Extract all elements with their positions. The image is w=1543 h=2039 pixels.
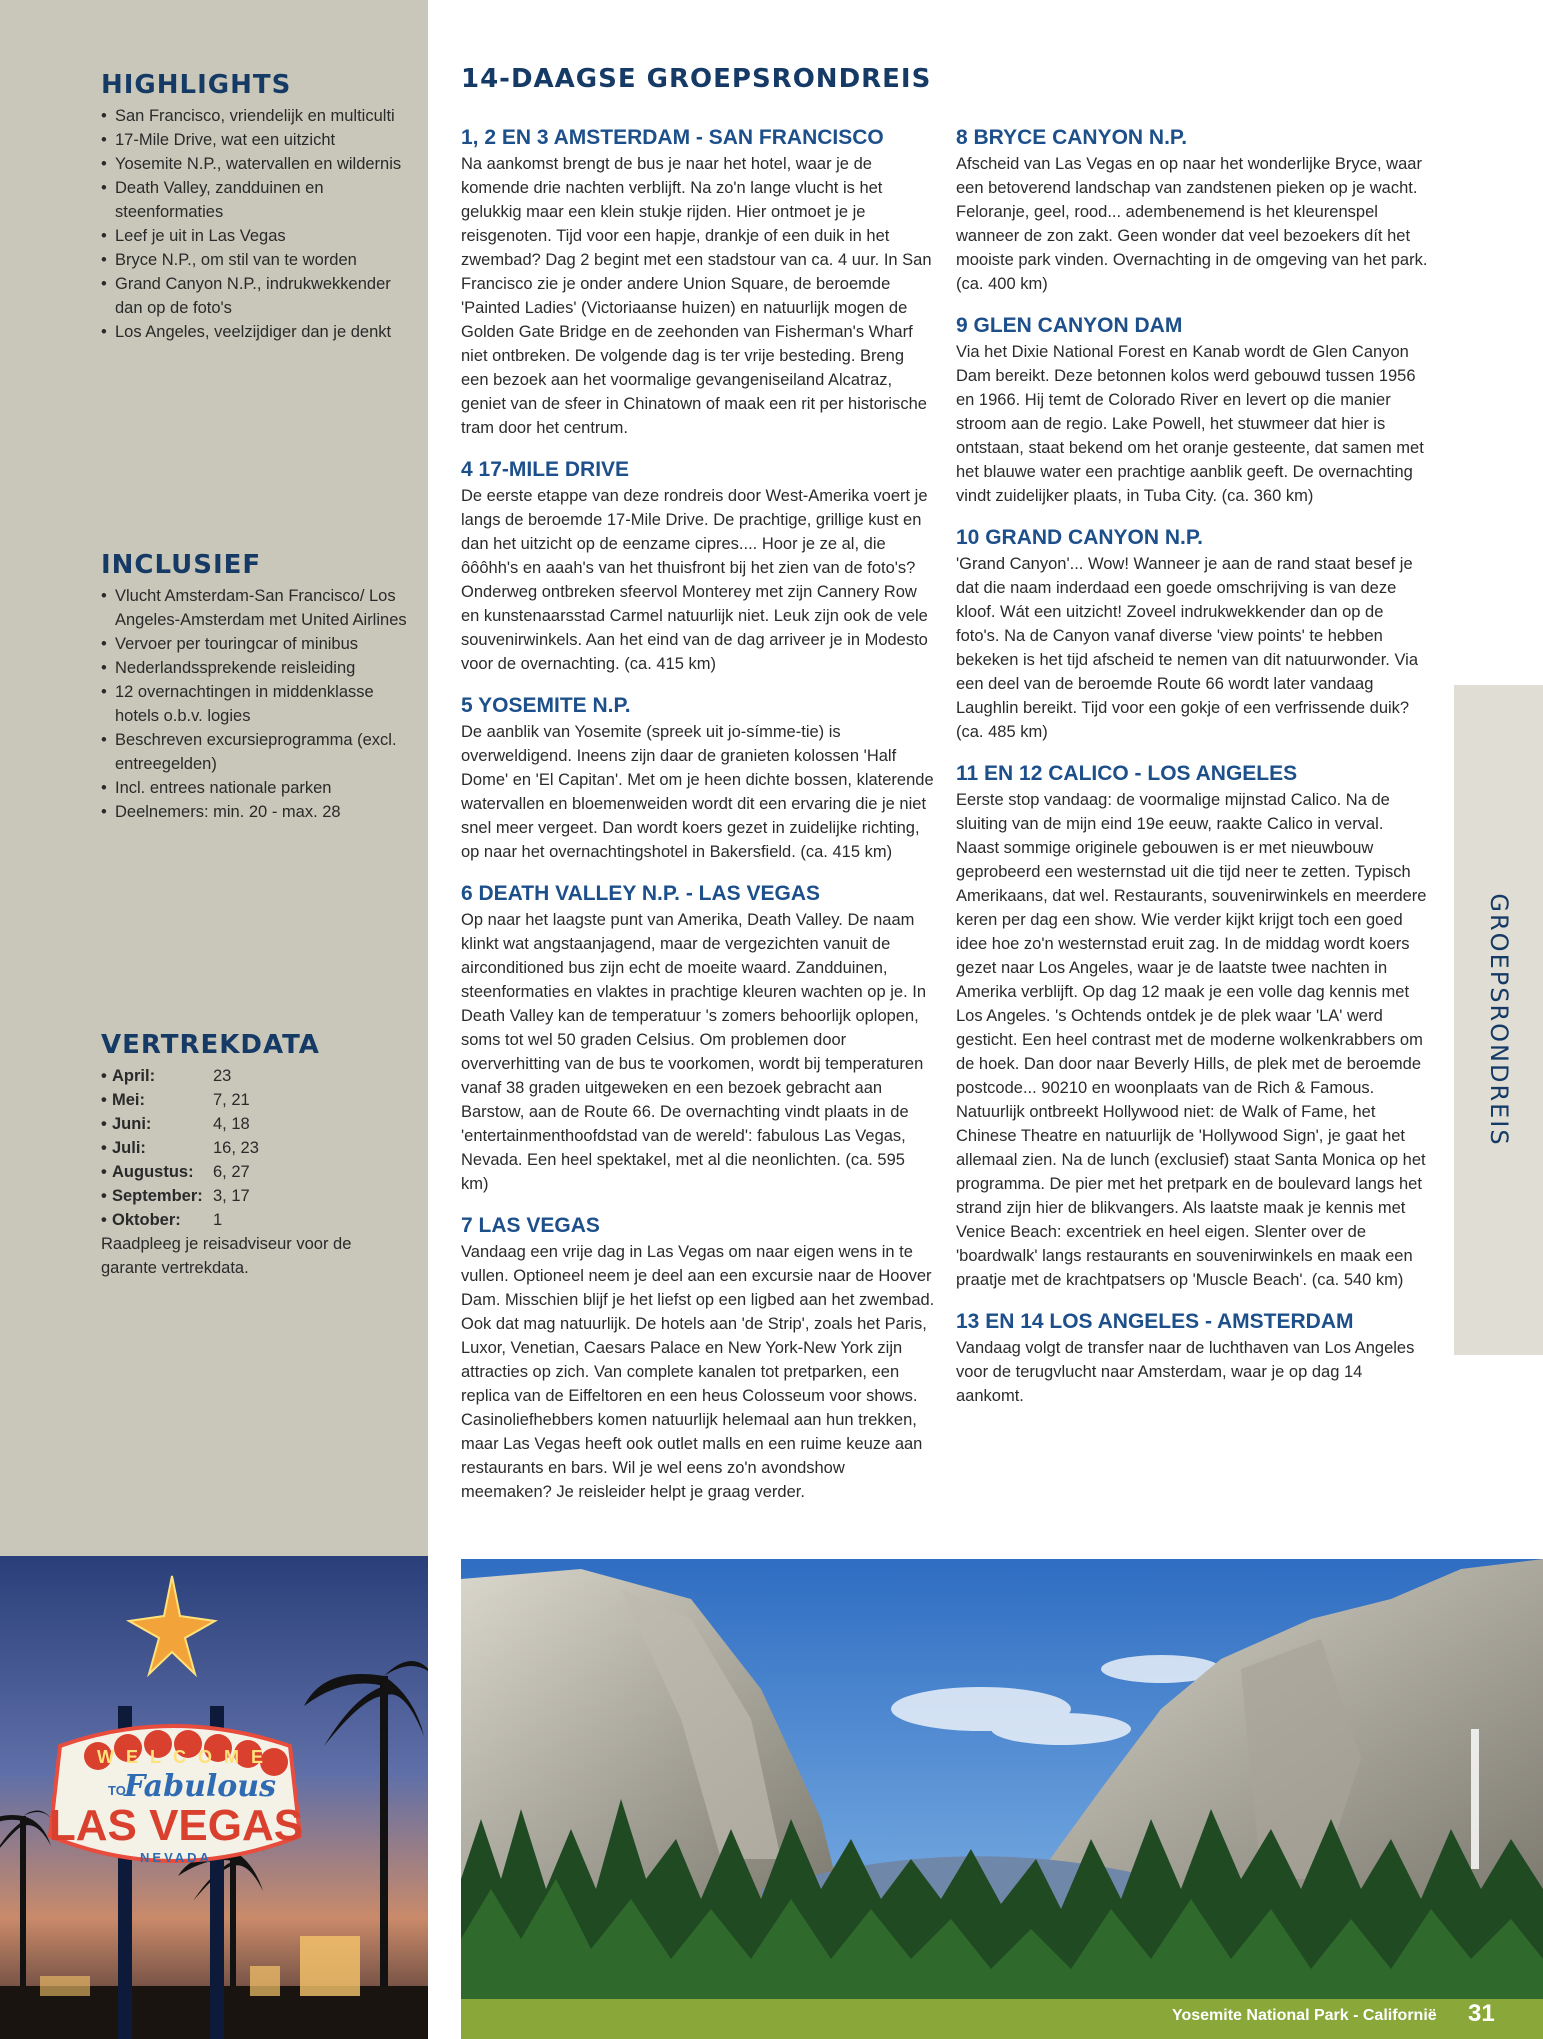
inclusief-item: • Deelnemers: min. 20 - max. 28 <box>101 800 411 824</box>
highlight-item: • 17-Mile Drive, wat een uitzicht <box>101 128 411 152</box>
side-tab-label: GROEPSRONDREIS <box>1484 893 1513 1147</box>
vertrekdata-section <box>101 1030 411 1280</box>
highlight-item: • Grand Canyon N.P., indrukwekkender dan op de foto's <box>101 272 411 320</box>
itinerary-day <box>461 456 935 676</box>
day-text: Vandaag volgt de transfer naar de luchthaven van Los Angeles voor de terugvlucht naar Amsterdam, waar je op dag 14 aankomt. <box>956 1339 1415 1405</box>
day-heading: 9 GLEN CANYON DAM <box>956 314 1183 337</box>
date-days: 3, 17 <box>213 1187 250 1205</box>
date-month: • April: <box>101 1064 213 1088</box>
itinerary-day <box>956 124 1430 296</box>
date-row <box>101 1208 411 1232</box>
sign-las-vegas: LAS VEGAS <box>48 1801 304 1850</box>
day-heading: 10 GRAND CANYON N.P. <box>956 526 1203 549</box>
highlights-section <box>101 70 411 344</box>
date-row <box>101 1064 411 1088</box>
sign-fabulous: Fabulous <box>124 1769 276 1804</box>
day-heading: 1, 2 EN 3 AMSTERDAM - SAN FRANCISCO <box>461 126 884 149</box>
inclusief-item: • 12 overnachtingen in middenklasse hotels o.b.v. logies <box>101 680 411 728</box>
day-heading: 6 DEATH VALLEY N.P. - LAS VEGAS <box>461 882 821 905</box>
itinerary-day <box>461 124 935 440</box>
day-heading: 7 LAS VEGAS <box>461 1214 600 1237</box>
highlights-heading: HIGHLIGHTS <box>101 70 292 100</box>
day-text: Afscheid van Las Vegas en op naar het wonderlijke Bryce, waar een betoverend landschap van zandstenen pieken op je wacht. Feloranje, geel, rood... adembenemend is het kleurenspel wanneer de zon zakt. Geen wonder dat veel bezoekers dít het mooiste park vinden. Overnachting in de omgeving van het park. (ca. 400 km) <box>956 155 1428 293</box>
date-days: 4, 18 <box>213 1115 250 1133</box>
day-text: 'Grand Canyon'... Wow! Wanneer je aan de rand staat besef je dat die naam inderdaad een goede omschrijving is van deze kloof. Wát een uitzicht! Zoveel indrukwekkender dan op de foto's. Na de Canyon vanaf diverse 'view points' te hebben bekeken is het tijd afscheid te nemen van dit natuurwonder. Via een deel van de beroemde Route 66 wordt later vandaag Laughlin bereikt. Tijd voor een gokje of een verfrissende duik? (ca. 485 km) <box>956 555 1418 741</box>
day-heading: 13 EN 14 LOS ANGELES - AMSTERDAM <box>956 1310 1354 1333</box>
date-row <box>101 1136 411 1160</box>
itinerary-day <box>956 312 1430 508</box>
inclusief-item: • Nederlandssprekende reisleiding <box>101 656 411 680</box>
date-days: 6, 27 <box>213 1163 250 1181</box>
yosemite-landscape-illustration <box>461 1559 1543 2039</box>
date-row <box>101 1112 411 1136</box>
day-text: Eerste stop vandaag: de voormalige mijnstad Calico. Na de sluiting van de mijn eind 19e eeuw, raakte Calico in verval. Naast sommige originele gebouwen is er met nieuwbouw geprobeerd een westernstad uit die tijd neer te zetten. Typisch Amerikaans, dat wel. Restaurants, souvenirwinkels en meerdere keren per dag een show. Wie verder kijkt krijgt toch een goed idee hoe zo'n westernstad eruit zag. In de middag wordt koers gezet naar Los Angeles, waar je de laatste twee nachten in Amerika verblijft. Op dag 12 maak je een volle dag kennis met Los Angeles. 's Ochtends ontdek je de plek waar 'LA' werd gesticht. Een heel contrast met de moderne wolkenkrabbers om de hoek. Dan door naar Beverly Hills, de plek met de beroemde postcode... 90210 en woonplaats van de Rich & Famous. Natuurlijk ontbreekt Hollywood niet: de Walk of Fame, het Chinese Theatre en natuurlijk de 'Hollywood Sign', je gaat het allemaal zien. Na de lunch (exclusief) staat Santa Monica op het programma. De pier met het pretpark en de boulevard langs het strand zijn hier de blikvangers. Als laatste maak je kennis met Venice Beach: excentriek en heel eigen. Slenter over de 'boardwalk' langs restaurants en souvenirwinkels en maak een praatje met de krachtpatsers op 'Muscle Beach'. (ca. 540 km) <box>956 791 1427 1289</box>
inclusief-section <box>101 550 411 824</box>
las-vegas-sign-illustration <box>0 1556 428 2039</box>
inclusief-item: • Vlucht Amsterdam-San Francisco/ Los Angeles-Amsterdam met United Airlines <box>101 584 411 632</box>
date-row <box>101 1160 411 1184</box>
day-text: Op naar het laagste punt van Amerika, Death Valley. De naam klinkt wat angstaanjagend, maar de vergezichten vanuit de airconditioned bus zijn echt de moeite waard. Zandduinen, steenformaties en vlaktes in prachtige kleuren wachten op je. In Death Valley kan de temperatuur 's zomers behoorlijk oplopen, soms tot wel 50 graden Celsius. Om problemen door oververhitting van de bus te voorkomen, wordt bij temperaturen vanaf 38 graden uitgeweken en een bezoek gebracht aan Barstow, aan de Route 66. De overnachting vindt plaats in de 'entertainmenthoofdstad van de wereld': fabulous Las Vegas, Nevada. Een heel spektakel, met al die neonlichten. (ca. 595 km) <box>461 911 927 1193</box>
itinerary-day <box>461 880 935 1196</box>
date-month: • Augustus: <box>101 1160 213 1184</box>
sign-to: TO <box>108 1783 126 1798</box>
vertrekdata-heading: VERTREKDATA <box>101 1030 320 1060</box>
date-days: 7, 21 <box>213 1091 250 1109</box>
itinerary-day <box>461 692 935 864</box>
date-month: • Juli: <box>101 1136 213 1160</box>
inclusief-item: • Beschreven excursieprogramma (excl. entreegelden) <box>101 728 411 776</box>
date-month: • Mei: <box>101 1088 213 1112</box>
page-number: 31 <box>1468 2000 1495 2027</box>
highlight-item: • Leef je uit in Las Vegas <box>101 224 411 248</box>
day-text: De eerste etappe van deze rondreis door West-Amerika voert je langs de beroemde 17-Mile Drive. De prachtige, grillige kust en dan het uitzicht op de eenzame cipres.... Hoor je ze al, die ôôôhh's en aaah's van het thuisfront bij het zien van de foto's? Onderweg ontbreken sfeervol Monterey met zijn Cannery Row en kunstenaarsstad Carmel natuurlijk niet. Leuk zijn ook de vele souvenirwinkels. Aan het eind van de dag arriveer je in Modesto voor de overnachting. (ca. 415 km) <box>461 487 928 673</box>
departure-dates-table <box>101 1064 411 1232</box>
photo-caption: Yosemite National Park - Californië <box>1172 2007 1437 2024</box>
date-row <box>101 1184 411 1208</box>
inclusief-heading: INCLUSIEF <box>101 550 262 580</box>
day-text: De aanblik van Yosemite (spreek uit jo-símme-tie) is overweldigend. Ineens zijn daar de granieten kolossen 'Half Dome' en 'El Capitan'. Met om je heen dichte bossen, klaterende watervallen en bloemenweiden wordt dit een ervaring die je niet snel meer vergeet. Dan wordt koers gezet in zuidelijke richting, op naar het overnachtingshotel in Bakersfield. (ca. 415 km) <box>461 723 934 861</box>
sign-welcome: WELCOME <box>97 1747 275 1767</box>
yosemite-photo <box>461 1559 1543 2039</box>
highlight-item: • Los Angeles, veelzijdiger dan je denkt <box>101 320 411 344</box>
inclusief-list <box>101 584 411 824</box>
itinerary-day <box>461 1212 935 1504</box>
highlight-item: • San Francisco, vriendelijk en multiculti <box>101 104 411 128</box>
highlight-item: • Bryce N.P., om stil van te worden <box>101 248 411 272</box>
itinerary-column-left <box>461 124 935 1520</box>
date-days: 1 <box>213 1211 223 1229</box>
day-text: Vandaag een vrije dag in Las Vegas om naar eigen wens in te vullen. Optioneel neem je deel aan een excursie naar de Hoover Dam. Misschien blijf je het liefst op een ligbed aan het zwembad. Ook dat mag natuurlijk. De hotels aan 'de Strip', zoals het Paris, Luxor, Venetian, Caesars Palace en New York-New York zijn attracties op zich. Van complete kanalen tot pretparken, een replica van de Eiffeltoren en een heus Colosseum voor shows. Casinoliefhebbers komen natuurlijk helemaal aan hun trekken, maar Las Vegas heeft ook outlet malls en een ruime keuze aan restaurants en bars. Wil je wel eens zo'n avondshow meemaken? Je reisleider helpt je graag verder. <box>461 1243 935 1501</box>
sidebar <box>0 0 428 1556</box>
inclusief-item: • Incl. entrees nationale parken <box>101 776 411 800</box>
itinerary-day <box>956 1308 1430 1408</box>
date-month: • Juni: <box>101 1112 213 1136</box>
highlight-item: • Death Valley, zandduinen en steenformaties <box>101 176 411 224</box>
day-heading: 11 EN 12 CALICO - LOS ANGELES <box>956 762 1298 785</box>
itinerary-day <box>956 524 1430 744</box>
date-days: 16, 23 <box>213 1139 259 1157</box>
date-month: • September: <box>101 1184 213 1208</box>
page-title: 14-DAAGSE GROEPSRONDREIS <box>461 64 932 94</box>
day-text: Via het Dixie National Forest en Kanab wordt de Glen Canyon Dam bereikt. Deze betonnen kolos werd gebouwd tussen 1956 en 1966. Hij temt de Colorado River en levert op die manier stroom aan de regio. Lake Powell, het stuwmeer dat hier is ontstaan, staat bekend om het oranje gesteente, dat samen met het blauwe water een prachtige aanblik geeft. De overnachting vindt zuidelijker plaats, in Tuba City. (ca. 360 km) <box>956 343 1424 505</box>
itinerary-column-right <box>956 124 1430 1424</box>
highlights-list <box>101 104 411 344</box>
itinerary-day <box>956 760 1430 1292</box>
sign-nevada: NEVADA <box>140 1850 212 1865</box>
section-side-tab <box>1454 685 1543 1355</box>
day-heading: 5 YOSEMITE N.P. <box>461 694 631 717</box>
highlight-item: • Yosemite N.P., watervallen en wildernis <box>101 152 411 176</box>
date-days: 23 <box>213 1067 232 1085</box>
day-heading: 8 BRYCE CANYON N.P. <box>956 126 1188 149</box>
date-month: • Oktober: <box>101 1208 213 1232</box>
date-row <box>101 1088 411 1112</box>
departure-note: Raadpleeg je reisadviseur voor de garante vertrekdata. <box>101 1235 352 1277</box>
day-heading: 4 17-MILE DRIVE <box>461 458 630 481</box>
las-vegas-sign-photo <box>0 1556 428 2039</box>
inclusief-item: • Vervoer per touringcar of minibus <box>101 632 411 656</box>
day-text: Na aankomst brengt de bus je naar het hotel, waar je de komende drie nachten verblijft. Na zo'n lange vlucht is het gelukkig maar een klein stukje rijden. Hier ontmoet je je reisgenoten. Tijd voor een hapje, drankje of een duik in het zwembad? Dag 2 begint met een stadstour van ca. 4 uur. In San Francisco zie je onder andere Union Square, de beroemde 'Painted Ladies' (Victoriaanse huizen) en natuurlijk mogen de Golden Gate Bridge en de zeehonden van Fisherman's Wharf niet ontbreken. De volgende dag is ter vrije besteding. Breng een bezoek aan het voormalige gevangeniseiland Alcatraz, geniet van de sfeer in Chinatown of maak een rit per historische tram door het centrum. <box>461 155 932 437</box>
